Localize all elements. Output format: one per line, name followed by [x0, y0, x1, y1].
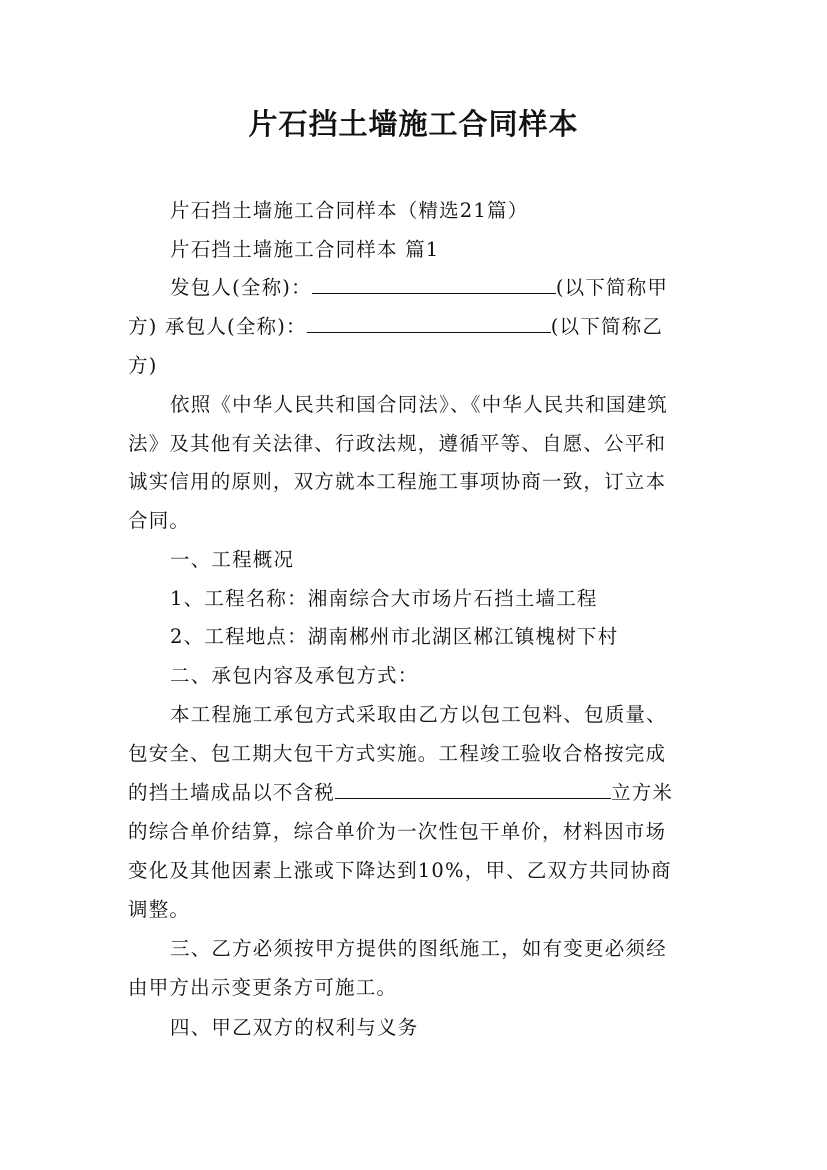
party-b-line	[128, 312, 663, 342]
unit-price-suffix: 立方米	[611, 781, 674, 804]
section2-heading: 二、承包内容及承包方式：	[170, 664, 419, 687]
section2-line: 本工程施工承包方式采取由乙方以包工包料、包质量、	[170, 703, 667, 726]
project-location: 2、工程地点：湖南郴州市北湖区郴江镇槐树下村	[170, 625, 619, 648]
section2-line: 的综合单价结算，综合单价为一次性包干单价，材料因市场	[128, 820, 667, 843]
section3-line: 由甲方出示变更条方可施工。	[128, 976, 398, 999]
party-b-blank	[307, 312, 551, 333]
party-a-suffix: (以下简称甲	[555, 276, 669, 299]
section3-line: 三、乙方必须按甲方提供的图纸施工，如有变更必须经	[170, 937, 667, 960]
party-b-end: 方)	[128, 354, 158, 377]
preamble-line: 法》及其他有关法律、行政法规，遵循平等、自愿、公平和	[128, 432, 667, 455]
preamble-line: 依照《中华人民共和国合同法》、《中华人民共和国建筑	[170, 393, 669, 416]
unit-price-blank	[335, 778, 611, 799]
section2-line: 变化及其他因素上涨或下降达到10%，甲、乙双方共同协商	[128, 859, 672, 882]
section2-line: 调整。	[128, 898, 191, 921]
project-name: 1、工程名称：湘南综合大市场片石挡土墙工程	[170, 587, 598, 610]
section2-line: 包安全、包工期大包干方式实施。工程竣工验收合格按完成	[128, 742, 667, 765]
party-a-end: 方)	[128, 315, 158, 338]
section4-heading: 四、甲乙双方的权利与义务	[170, 1016, 419, 1039]
section1-heading: 一、工程概况	[170, 548, 295, 571]
party-a-label: 发包人(全称)：	[170, 276, 312, 299]
party-b-suffix: (以下简称乙	[550, 315, 664, 338]
subtitle: 片石挡土墙施工合同样本（精选21篇）	[170, 199, 529, 222]
preamble-line: 诚实信用的原则，双方就本工程施工事项协商一致，订立本	[128, 470, 667, 493]
document-title: 片石挡土墙施工合同样本	[248, 107, 579, 141]
section2-line	[128, 778, 673, 808]
unit-price-prefix: 的挡土墙成品以不含税	[128, 781, 336, 804]
party-a-line	[170, 273, 668, 303]
party-b-label: 承包人(全称)：	[164, 315, 307, 338]
preamble-line: 合同。	[128, 509, 191, 532]
party-a-blank	[312, 273, 556, 294]
article-heading: 片石挡土墙施工合同样本 篇1	[170, 238, 440, 261]
